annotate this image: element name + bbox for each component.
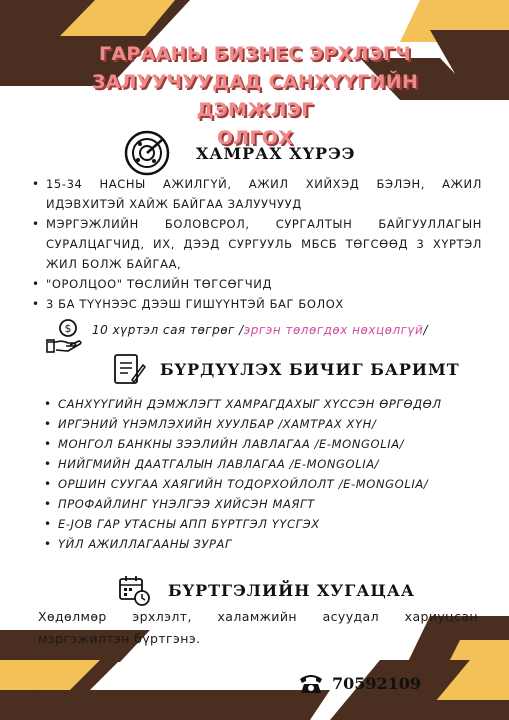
svg-text:$: $ xyxy=(64,322,72,335)
money-hand-icon xyxy=(46,318,84,354)
title-line-2: ЗАЛУУЧУУДАД САНХҮҮГИЙН ДЭМЖЛЭГ xyxy=(91,71,419,121)
list-item: • 15-34 НАСНЫ АЖИЛГҮЙ, АЖИЛ ХИЙХЭД БЭЛЭН, АЖИЛ ИДЭВХИТЭЙ ХАЙЖ БАЙГАА ЗАЛУУЧУУД xyxy=(30,174,482,214)
telephone-icon xyxy=(298,672,324,694)
coverage-heading xyxy=(124,130,356,176)
documents-list xyxy=(42,394,482,554)
registration-text: Хөдөлмөр эрхлэлт, халамжийн асуудал хариуцсан мэргэжилтэн бүртгэнэ. xyxy=(38,609,478,646)
funding-suffix: / xyxy=(423,323,428,337)
list-item: • ҮЙЛ АЖИЛЛАГААНЫ ЗУРАГ xyxy=(42,534,482,554)
funding-amount: 10 хүртэл сая төгрөг / xyxy=(92,323,244,337)
coverage-list xyxy=(30,174,482,314)
registration-heading xyxy=(118,574,415,606)
list-item: • ОРШИН СУУГАА ХАЯГИЙН ТОДОРХОЙЛОЛТ /E-MONGOLIA/ xyxy=(42,474,482,494)
list-item: • МОНГОЛ БАНКНЫ ЗЭЭЛИЙН ЛАВЛАГАА /E-MONGOLIA/ xyxy=(42,434,482,454)
title-line-1: ГАРААНЫ БИЗНЕС ЭРХЛЭГЧ xyxy=(99,43,411,65)
phone-number: 70592109 xyxy=(332,673,422,693)
list-item: • 3 БА ТҮҮНЭЭС ДЭЭШ ГИШҮҮНТЭЙ БАГ БОЛОХ xyxy=(30,294,482,314)
title-line-3: ОЛГОХ xyxy=(216,127,294,149)
radar-icon xyxy=(124,130,170,176)
documents-heading xyxy=(112,352,460,386)
registration-heading-label: БҮРТГЭЛИЙН ХУГАЦАА xyxy=(168,580,415,600)
list-item: • МЭРГЭЖЛИЙН БОЛОВСРОЛ, СУРГАЛТЫН БАЙГУУЛЛАГЫН СУРАЛЦАГЧИД, ИХ, ДЭЭД СУРГУУЛЬ МБСБ ТӨГСӨӨД 3 ХҮРТЭЛ ЖИЛ БОЛЖ БАЙГАА, xyxy=(30,214,482,274)
list-item: • ПРОФАЙЛИНГ ҮНЭЛГЭЭ ХИЙСЭН МАЯГТ xyxy=(42,494,482,514)
contact-phone xyxy=(298,672,421,694)
document-pen-icon xyxy=(112,352,146,386)
coverage-heading-label: ХАМРАХ ХҮРЭЭ xyxy=(196,143,356,163)
funding-line xyxy=(92,323,428,337)
list-item: • E-JOB ГАР УТАСНЫ АПП БҮРТГЭЛ ҮҮСГЭХ xyxy=(42,514,482,534)
list-item: • САНХҮҮГИЙН ДЭМЖЛЭГТ ХАМРАГДАХЫГ ХҮССЭН ӨРГӨДӨЛ xyxy=(42,394,482,414)
documents-heading-label: БҮРДҮҮЛЭХ БИЧИГ БАРИМТ xyxy=(160,359,460,379)
list-item: • НИЙГМИЙН ДААТГАЛЫН ЛАВЛАГАА /E-MONGOLIA/ xyxy=(42,454,482,474)
list-item: • ИРГЭНИЙ ҮНЭМЛЭХИЙН ХУУЛБАР /ХАМТРАХ ХҮН/ xyxy=(42,414,482,434)
funding-condition: эргэн төлөгдөх нөхцөлгүй xyxy=(243,323,424,337)
list-item: • "ОРОЛЦОО" ТӨСЛИЙН ТӨГСӨГЧИД xyxy=(30,274,482,294)
calendar-clock-icon xyxy=(118,574,150,606)
